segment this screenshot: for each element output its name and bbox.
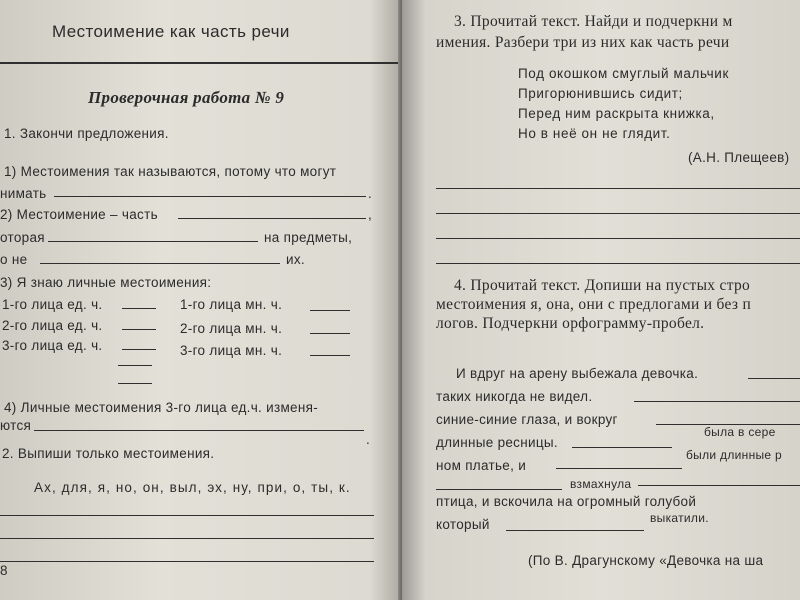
answer-line[interactable] bbox=[54, 196, 366, 197]
answer-line[interactable] bbox=[0, 561, 374, 562]
answer-line[interactable] bbox=[118, 365, 152, 366]
answer-line[interactable] bbox=[310, 310, 350, 311]
pronoun-label: 3-го лица ед. ч. bbox=[2, 338, 103, 353]
story-line: ном платье, и bbox=[436, 458, 527, 473]
story-line: который bbox=[436, 517, 490, 532]
answer-line[interactable] bbox=[436, 263, 800, 264]
poem-line: Под окошком смуглый мальчик bbox=[518, 66, 729, 81]
answer-line[interactable] bbox=[638, 485, 800, 486]
story-line: синие-синие глаза, и вокруг bbox=[436, 412, 618, 427]
task1-item2-cont2: о не bbox=[0, 252, 28, 267]
test-title: Проверочная работа № 9 bbox=[88, 88, 285, 107]
answer-line[interactable] bbox=[506, 530, 644, 531]
pronoun-label: 1-го лица мн. ч. bbox=[180, 297, 283, 312]
story-line: птица, и вскочила на огромный голубой bbox=[436, 494, 697, 509]
task1-item1-cont: нимать bbox=[0, 186, 47, 201]
poem-attribution: (А.Н. Плещеев) bbox=[688, 150, 790, 165]
answer-line[interactable] bbox=[436, 213, 800, 214]
answer-line[interactable] bbox=[572, 447, 672, 448]
pronoun-label: 2-го лица ед. ч. bbox=[2, 318, 103, 333]
answer-line[interactable] bbox=[122, 349, 156, 350]
answer-line[interactable] bbox=[634, 401, 800, 402]
answer-line[interactable] bbox=[178, 218, 366, 219]
story-fragment: выкатили. bbox=[650, 511, 709, 525]
answer-line[interactable] bbox=[748, 378, 800, 379]
task1-item2-tail: на предметы, bbox=[264, 230, 353, 245]
answer-line[interactable] bbox=[34, 430, 364, 431]
answer-line[interactable] bbox=[48, 241, 258, 242]
answer-line[interactable] bbox=[122, 329, 156, 330]
story-line: длинные ресницы. bbox=[436, 435, 558, 450]
poem-line: Но в неё он не глядит. bbox=[518, 126, 671, 141]
task1-item1-text: 1) Местоимения так называются, потому что могут bbox=[4, 164, 337, 179]
poem-line: Пригорюнившись сидит; bbox=[518, 86, 683, 101]
story-line: таких никогда не видел. bbox=[436, 389, 593, 404]
period: . bbox=[368, 186, 373, 201]
task3-line1: 3. Прочитай текст. Найди и подчеркни м bbox=[454, 13, 733, 30]
story-source: (По В. Драгунскому «Девочка на ша bbox=[528, 553, 764, 568]
task1-item2-text: 2) Местоимение – часть bbox=[0, 207, 158, 222]
answer-line[interactable] bbox=[122, 308, 156, 309]
answer-line[interactable] bbox=[0, 515, 374, 516]
pronoun-label: 2-го лица мн. ч. bbox=[180, 321, 283, 336]
answer-line[interactable] bbox=[310, 333, 350, 334]
task1-title: 1. Закончи предложения. bbox=[4, 126, 169, 141]
answer-line[interactable] bbox=[40, 263, 280, 264]
answer-line[interactable] bbox=[436, 238, 800, 239]
period: . bbox=[366, 432, 371, 447]
task4-line2: местоимения я, она, они с предлогами и без п bbox=[436, 296, 752, 313]
answer-line[interactable] bbox=[0, 538, 374, 539]
answer-line[interactable] bbox=[436, 188, 800, 189]
story-fragment: были длинные р bbox=[686, 448, 783, 462]
pronoun-label: 1-го лица ед. ч. bbox=[2, 297, 103, 312]
page-number: 8 bbox=[0, 563, 8, 578]
poem-line: Перед ним раскрыта книжка, bbox=[518, 106, 715, 121]
answer-line[interactable] bbox=[556, 468, 682, 469]
answer-line[interactable] bbox=[436, 489, 562, 490]
pronoun-label: 3-го лица мн. ч. bbox=[180, 343, 283, 358]
title-rule bbox=[0, 62, 400, 64]
task4-line1: 4. Прочитай текст. Допиши на пустых стро bbox=[454, 277, 751, 294]
task1-item3-title: 3) Я знаю личные местоимения: bbox=[0, 275, 212, 290]
task4-line3: логов. Подчеркни орфограмму-пробел. bbox=[436, 315, 705, 332]
answer-line[interactable] bbox=[310, 355, 350, 356]
comma: , bbox=[368, 207, 373, 222]
answer-line[interactable] bbox=[118, 383, 152, 384]
story-line: взмахнула bbox=[570, 477, 632, 491]
task2-title: 2. Выпиши только местоимения. bbox=[2, 446, 215, 461]
task2-words: Ах, для, я, но, он, выл, эх, ну, при, о, ты, к. bbox=[34, 480, 351, 495]
task1-item2-cont: оторая bbox=[0, 230, 45, 245]
task3-line2: имения. Разбери три из них как часть речи bbox=[436, 34, 730, 51]
story-fragment: была в сере bbox=[704, 425, 776, 439]
task1-item4-cont: ются bbox=[0, 418, 32, 433]
section-title: Местоимение как часть речи bbox=[52, 22, 290, 41]
right-page bbox=[402, 0, 800, 600]
story-line: И вдруг на арену выбежала девочка. bbox=[456, 366, 699, 381]
task1-item4-text: 4) Личные местоимения 3-го лица ед.ч. изменя- bbox=[4, 400, 319, 415]
task1-item2-tail2: их. bbox=[286, 252, 305, 267]
